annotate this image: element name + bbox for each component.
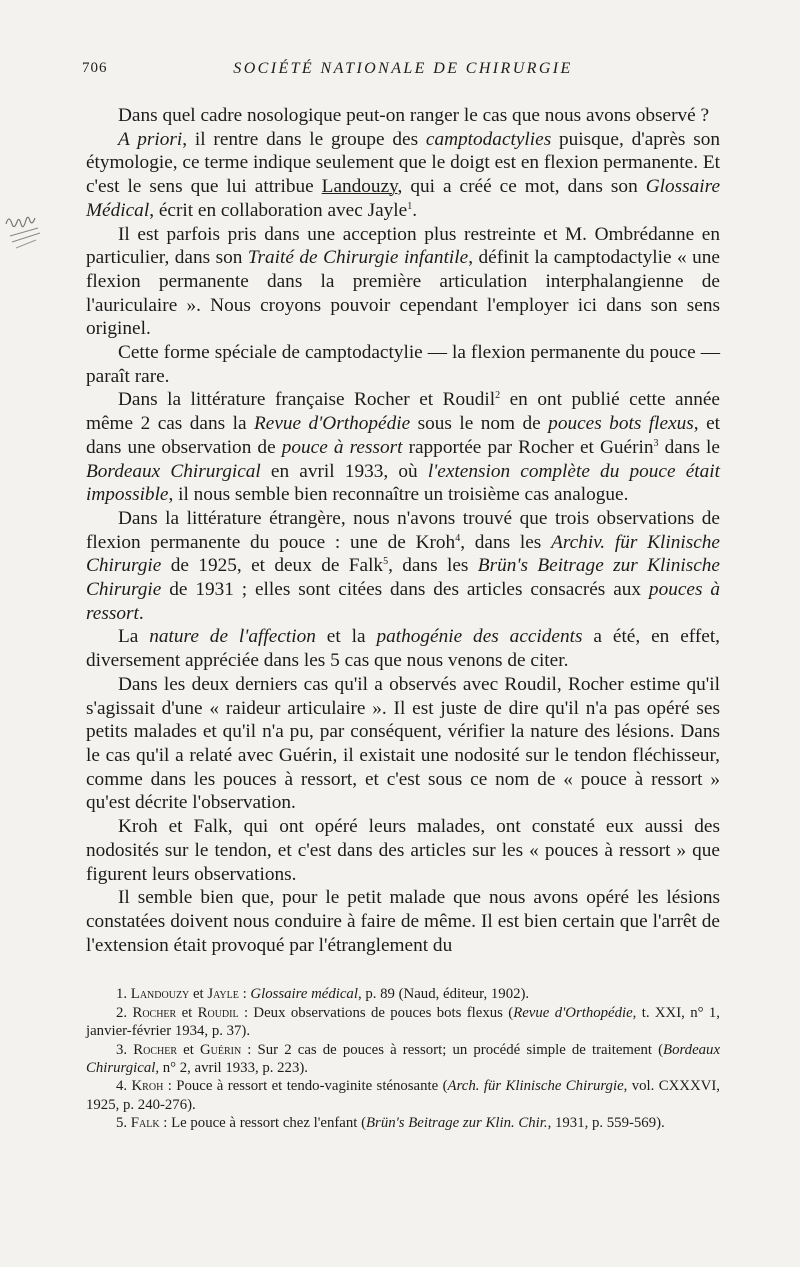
paragraph-4: Cette forme spéciale de camptodactylie — la flexion permanente du pouce — paraît rare.: [86, 342, 720, 387]
page-number: 706: [82, 60, 108, 76]
footnote-ref: 1: [407, 200, 413, 212]
paragraph-8: Dans les deux derniers cas qu'il a observés avec Roudil, Rocher estime qu'il s'agissait d'une « raideur articulaire ». Il est juste de dire qu'il n'a pas opéré ses petits malades et qu'il n'a pu, par conséquent, vérifier la nature des lésions. Dans le cas qu'il a relaté avec Guérin, il existait une nodosité sur le tendon fléchisseur, comme dans les pouces à ressort, et c'est sous ce nom de « pouce à ressort » qu'est décrite l'observation.: [86, 673, 720, 814]
footnote-2: 2. Rocher et Roudil : Deux observations de pouces bots flexus (Revue d'Orthopédie, t. XXI, n° 1, janvier-février 1934, p. 37).: [86, 1004, 720, 1040]
footnotes: [86, 985, 720, 1132]
paragraph-1: Dans quel cadre nosologique peut-on ranger le cas que nous avons observé ?: [118, 105, 710, 126]
paragraph-6: Dans la littérature étrangère, nous n'avons trouvé que trois observations de flexion permanente du pouce : une de Kroh$^4$, dans les Archiv. für Klinische Chirurgie de 1925, et deux de Falk$^5$, dans les Brün's Beitrage zur Klinische Chirurgie de 1931 ; elles sont citées dans des articles consacrés aux pouces à ressort.: [86, 507, 720, 624]
paragraph-7: La nature de l'affection et la pathogénie des accidents a été, en effet, diversement appréciée dans les 5 cas que nous venons de citer.: [86, 626, 721, 672]
running-header: [82, 58, 720, 88]
document-page: [82, 58, 721, 1133]
footnote-3: 3. Rocher et Guérin : Sur 2 cas de pouces à ressort; un procédé simple de traitement (Bordeaux Chirurgical, n° 2, avril 1933, p. 223).: [86, 1041, 721, 1076]
footnote-ref: 5: [383, 556, 389, 568]
underlined-name: Landouzy: [321, 176, 398, 198]
footnote-ref: 3: [653, 437, 659, 449]
paragraph-2: A priori, il rentre dans le groupe des camptodactylies puisque, d'après son étymologie, ce terme indique seulement que le doigt est en flexion permanente. Et c'est le sens que lui attribue Landouzy, qui a créé ce mot, dans son Glossaire Médical, écrit en collaboration avec Jayle$^1$.: [86, 128, 721, 221]
body-text: [86, 104, 720, 957]
footnote-1: 1. Landouzy et Jayle : Glossaire médical, p. 89 (Naud, éditeur, 1902).: [116, 986, 530, 1003]
handwriting-scribble-icon: [2, 206, 44, 262]
footnote-5: 5. Falk : Le pouce à ressort chez l'enfant (Brün's Beitrage zur Klin. Chir., 1931, p. 559-569).: [116, 1115, 665, 1132]
paragraph-3: Il est parfois pris dans une acception plus restreinte et M. Ombrédanne en particulier, dans son Traité de Chirurgie infantile, définit la camptodactylie « une flexion permanente dans la première articulation interphalangienne de l'auriculaire ». Nous croyons pouvoir cependant l'employer ici dans son sens originel.: [86, 223, 720, 340]
paragraph-9: Kroh et Falk, qui ont opéré leurs malades, ont constaté eux aussi des nodosités sur le tendon, et c'est dans des articles sur les « pouces à ressort » que figurent leurs observations.: [86, 816, 720, 885]
footnote-ref: 2: [495, 390, 501, 402]
running-title: SOCIÉTÉ NATIONALE DE CHIRURGIE: [233, 60, 573, 77]
footnote-ref: 4: [455, 532, 461, 544]
handwritten-margin-note: [2, 206, 44, 262]
footnote-4: 4. Kroh : Pouce à ressort et tendo-vaginite sténosante (Arch. für Klinische Chirurgie, vol. CXXXVI, 1925, p. 240-276).: [86, 1078, 720, 1113]
paragraph-5: Dans la littérature française Rocher et Roudil$^2$ en ont publié cette année même 2 cas dans la Revue d'Orthopédie sous le nom de pouces bots flexus, et dans une observation de pouce à ressort rapportée par Rocher et Guérin$^3$ dans le Bordeaux Chirurgical en avril 1933, où l'extension complète du pouce était impossible, il nous semble bien reconnaître un troisième cas analogue.: [86, 389, 720, 506]
paragraph-10: Il semble bien que, pour le petit malade que nous avons opéré les lésions constatées doivent nous conduire à faire de même. Il est bien certain que l'arrêt de l'extension était provoqué par l'étranglement du: [86, 887, 720, 956]
